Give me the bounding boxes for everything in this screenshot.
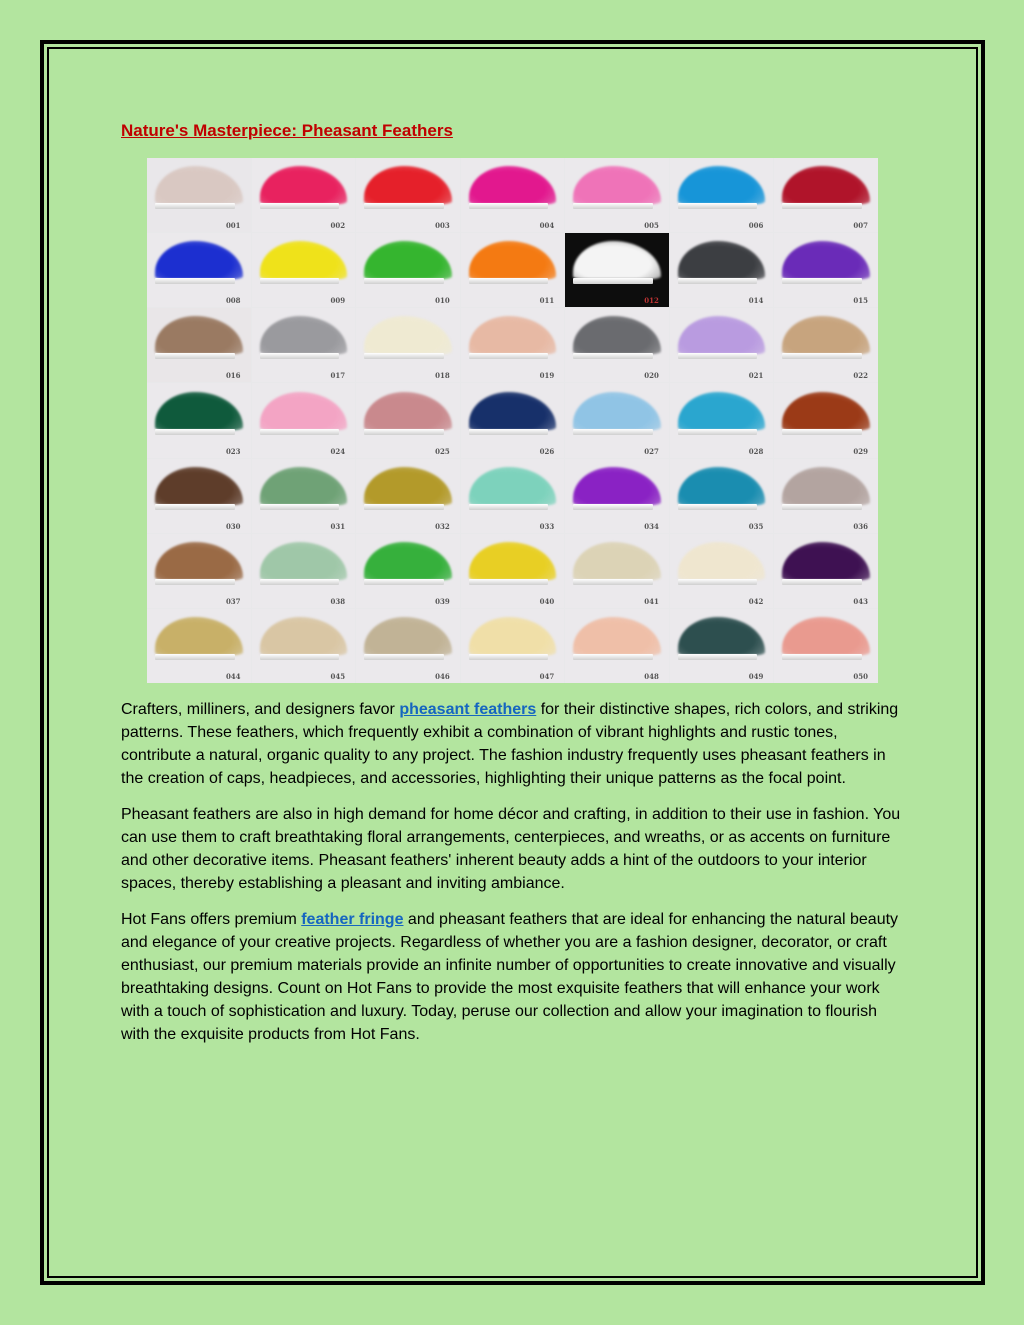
swatch-number: 008 (225, 296, 241, 306)
feather-fringe-sample (155, 392, 243, 430)
feather-fringe-sample (260, 617, 348, 655)
feather-swatch (252, 308, 356, 382)
ribbon-band (364, 579, 444, 585)
feather-swatch (774, 534, 878, 608)
feather-swatch (565, 534, 669, 608)
feather-fringe-sample (260, 166, 348, 204)
feather-fringe-sample (469, 166, 557, 204)
feather-swatch (670, 609, 774, 683)
swatch-number: 003 (435, 221, 450, 231)
swatch-number: 035 (748, 521, 764, 531)
feather-fringe-sample (155, 166, 243, 204)
swatch-number: 046 (435, 672, 450, 681)
pheasant-feathers-link[interactable]: pheasant feathers (399, 701, 537, 718)
ribbon-band (573, 353, 653, 359)
feather-fringe-sample (678, 467, 766, 505)
swatch-number: 027 (644, 446, 659, 456)
ribbon-band (260, 353, 340, 359)
ribbon-band (364, 353, 444, 359)
feather-color-chart (147, 158, 878, 683)
feather-swatch (356, 534, 460, 608)
feather-fringe-sample (573, 316, 661, 354)
feather-fringe-sample (260, 467, 348, 505)
swatch-number: 016 (225, 371, 241, 381)
feather-fringe-sample (469, 241, 557, 279)
paragraph-1-text-start: Crafters, milliners, and designers favor (121, 701, 400, 718)
ribbon-band (678, 654, 758, 660)
feather-fringe-sample (573, 166, 661, 204)
swatch-number: 017 (330, 371, 346, 381)
ribbon-band (260, 504, 340, 510)
swatch-number: 040 (539, 596, 555, 606)
feather-swatch (252, 158, 356, 232)
swatch-number: 043 (853, 596, 868, 606)
feather-swatch (147, 459, 251, 533)
feather-fringe-sample (155, 467, 243, 505)
feather-fringe-sample (260, 316, 348, 354)
swatch-number: 049 (748, 672, 764, 681)
paragraph-1-text-end: for their distinctive shapes, rich colors, and striking patterns. These feathers, which frequently exhibit a combination of vibrant highlights and rustic tones, contribute a natural, organic quality to any project. The fashion industry frequently uses pheasant feathers in the creation of caps, headpieces, and accessories, highlighting their unique patterns as the focal point. (121, 701, 899, 787)
feather-fringe-sample (573, 617, 661, 655)
ribbon-band (782, 203, 862, 209)
feather-swatch (252, 383, 356, 457)
swatch-number: 030 (225, 521, 241, 531)
feather-swatch (461, 308, 565, 382)
swatch-number: 007 (853, 221, 868, 231)
swatch-number: 029 (853, 446, 868, 456)
swatch-number: 023 (225, 446, 241, 456)
swatch-number: 009 (330, 296, 346, 306)
ribbon-band (155, 278, 235, 284)
feather-fringe-sample (155, 542, 243, 580)
ribbon-band (364, 504, 444, 510)
swatch-number: 025 (435, 446, 450, 456)
ribbon-band (155, 353, 235, 359)
ribbon-band (678, 579, 758, 585)
swatch-number: 005 (644, 221, 659, 231)
feather-fringe-sample (678, 241, 766, 279)
ribbon-band (155, 654, 235, 660)
feather-fringe-sample (782, 166, 870, 204)
ribbon-band (678, 278, 758, 284)
feather-fringe-sample (364, 392, 452, 430)
feather-swatch (461, 459, 565, 533)
ribbon-band (469, 654, 549, 660)
ribbon-band (155, 429, 235, 435)
swatch-number: 031 (330, 521, 346, 531)
feather-fringe-sample (782, 542, 870, 580)
ribbon-band (573, 203, 653, 209)
ribbon-band (782, 504, 862, 510)
feather-swatch (252, 459, 356, 533)
ribbon-band (155, 504, 235, 510)
feather-fringe-sample (469, 316, 557, 354)
feather-swatch (252, 609, 356, 683)
feather-swatch (461, 609, 565, 683)
feather-swatch (356, 383, 460, 457)
feather-fringe-sample (782, 617, 870, 655)
swatch-number: 011 (539, 296, 555, 306)
ribbon-band (782, 429, 862, 435)
feather-fringe-sample (469, 467, 557, 505)
feather-swatch (774, 459, 878, 533)
feather-swatch (461, 158, 565, 232)
feather-fringe-sample (469, 617, 557, 655)
feather-fringe-sample (155, 617, 243, 655)
feather-swatch (356, 233, 460, 307)
feather-swatch (147, 383, 251, 457)
paragraph-3-text-end: and pheasant feathers that are ideal for enhancing the natural beauty and elegance of your creative projects. Regardless of whether you are a fashion designer, decorator, or craft enthusiast, our premium materials provide an infinite number of opportunities to create innovative and visually breathtaking designs. Count on Hot Fans to provide the most exquisite feathers that will enhance your work with a touch of sophistication and luxury. Today, peruse our collection and allow your imagination to flourish with the exquisite products from Hot Fans. (121, 911, 899, 1043)
ribbon-band (573, 504, 653, 510)
swatch-number: 019 (539, 371, 555, 381)
paragraph-3-text-start: Hot Fans offers premium (121, 911, 302, 928)
swatch-number: 048 (644, 672, 659, 681)
ribbon-band (573, 278, 653, 284)
ribbon-band (678, 353, 758, 359)
feather-fringe-sample (678, 542, 766, 580)
ribbon-band (260, 579, 340, 585)
swatch-number: 050 (853, 672, 868, 681)
feather-fringe-sample (260, 542, 348, 580)
feather-swatch (670, 308, 774, 382)
feather-fringe-sample (678, 617, 766, 655)
ribbon-band (469, 203, 549, 209)
swatch-number: 020 (644, 371, 659, 381)
swatch-number: 004 (539, 221, 555, 231)
swatch-number: 033 (539, 521, 555, 531)
swatch-number: 039 (435, 596, 450, 606)
ribbon-band (678, 429, 758, 435)
swatch-number: 038 (330, 596, 346, 606)
ribbon-band (573, 579, 653, 585)
swatch-number: 034 (644, 521, 659, 531)
article-body (121, 698, 901, 1059)
feather-fringe-sample (469, 542, 557, 580)
ribbon-band (364, 278, 444, 284)
feather-fringe-sample (573, 467, 661, 505)
feather-fringe-sample (155, 316, 243, 354)
feather-swatch (565, 308, 669, 382)
feather-swatch (252, 233, 356, 307)
feather-fringe-sample (782, 316, 870, 354)
feather-fringe-sample (782, 392, 870, 430)
swatch-number: 010 (435, 296, 450, 306)
paragraph-1 (121, 698, 901, 790)
feather-swatch (147, 308, 251, 382)
page-title: Nature's Masterpiece: Pheasant Feathers (121, 121, 453, 140)
feather-swatch (147, 158, 251, 232)
feather-fringe-sample (573, 392, 661, 430)
feather-swatch (356, 609, 460, 683)
feather-fringe-sample (364, 467, 452, 505)
swatch-number: 045 (330, 672, 346, 681)
feather-swatch (774, 158, 878, 232)
ribbon-band (364, 203, 444, 209)
swatch-number: 018 (435, 371, 450, 381)
swatch-number: 026 (539, 446, 555, 456)
feather-swatch (461, 534, 565, 608)
ribbon-band (678, 203, 758, 209)
feather-swatch (670, 383, 774, 457)
feather-swatch (356, 158, 460, 232)
feather-swatch (774, 308, 878, 382)
swatch-number: 047 (539, 672, 555, 681)
feather-swatch (565, 459, 669, 533)
feather-fringe-sample (260, 392, 348, 430)
ribbon-band (782, 654, 862, 660)
feather-swatch (774, 383, 878, 457)
swatch-number: 044 (225, 672, 241, 681)
feather-fringe-sample (364, 166, 452, 204)
feather-swatch (147, 534, 251, 608)
feather-fringe-sample (364, 241, 452, 279)
ribbon-band (782, 353, 862, 359)
swatch-number: 001 (225, 221, 241, 231)
feather-swatch (565, 158, 669, 232)
swatch-number: 037 (225, 596, 241, 606)
feather-fringe-sample (782, 467, 870, 505)
swatch-number: 022 (853, 371, 868, 381)
ribbon-band (260, 429, 340, 435)
swatch-number: 012 (644, 296, 659, 306)
feather-swatch (565, 383, 669, 457)
ribbon-band (573, 654, 653, 660)
feather-swatch (670, 233, 774, 307)
ribbon-band (364, 429, 444, 435)
ribbon-band (469, 278, 549, 284)
ribbon-band (155, 579, 235, 585)
feather-swatch (774, 233, 878, 307)
feather-fringe-sample (364, 542, 452, 580)
ribbon-band (782, 278, 862, 284)
feather-swatch (565, 233, 669, 307)
swatch-number: 041 (644, 596, 659, 606)
paragraph-2: Pheasant feathers are also in high demand for home décor and crafting, in addition to their use in fashion. You can use them to craft breathtaking floral arrangements, centerpieces, and wreaths, or as accents on furniture and other decorative items. Pheasant feathers' inherent beauty adds a hint of the outdoors to your interior spaces, thereby establishing a pleasant and inviting ambiance. (121, 806, 901, 892)
feather-fringe-sample (678, 392, 766, 430)
ribbon-band (469, 579, 549, 585)
ribbon-band (573, 429, 653, 435)
ribbon-band (469, 504, 549, 510)
feather-swatch (774, 609, 878, 683)
feather-swatch (461, 233, 565, 307)
paragraph-3 (121, 908, 901, 1046)
swatch-number: 021 (748, 371, 764, 381)
feather-fringe-sample (469, 392, 557, 430)
ribbon-band (364, 654, 444, 660)
feather-fringe-sample (678, 166, 766, 204)
feather-swatch (565, 609, 669, 683)
feather-swatch (147, 609, 251, 683)
feather-fringe-sample (260, 241, 348, 279)
feather-swatch (670, 459, 774, 533)
swatch-number: 036 (853, 521, 868, 531)
ribbon-band (678, 504, 758, 510)
feather-fringe-link[interactable]: feather fringe (301, 911, 404, 928)
swatch-number: 024 (330, 446, 346, 456)
feather-swatch (670, 534, 774, 608)
ribbon-band (469, 429, 549, 435)
feather-fringe-sample (573, 542, 661, 580)
feather-fringe-sample (364, 316, 452, 354)
feather-swatch (147, 233, 251, 307)
feather-swatch (461, 383, 565, 457)
swatch-number: 042 (748, 596, 764, 606)
swatch-number: 015 (853, 296, 868, 306)
swatch-number: 032 (435, 521, 450, 531)
feather-fringe-sample (155, 241, 243, 279)
feather-fringe-sample (573, 241, 661, 279)
feather-fringe-sample (678, 316, 766, 354)
ribbon-band (260, 278, 340, 284)
feather-swatch (670, 158, 774, 232)
ribbon-band (260, 654, 340, 660)
ribbon-band (155, 203, 235, 209)
swatch-number: 002 (330, 221, 346, 231)
feather-swatch (252, 534, 356, 608)
feather-swatch (356, 308, 460, 382)
feather-fringe-sample (364, 617, 452, 655)
swatch-number: 028 (748, 446, 764, 456)
swatch-number: 014 (748, 296, 764, 306)
feather-fringe-sample (782, 241, 870, 279)
ribbon-band (260, 203, 340, 209)
ribbon-band (782, 579, 862, 585)
swatch-number: 006 (748, 221, 764, 231)
ribbon-band (469, 353, 549, 359)
feather-swatch (356, 459, 460, 533)
